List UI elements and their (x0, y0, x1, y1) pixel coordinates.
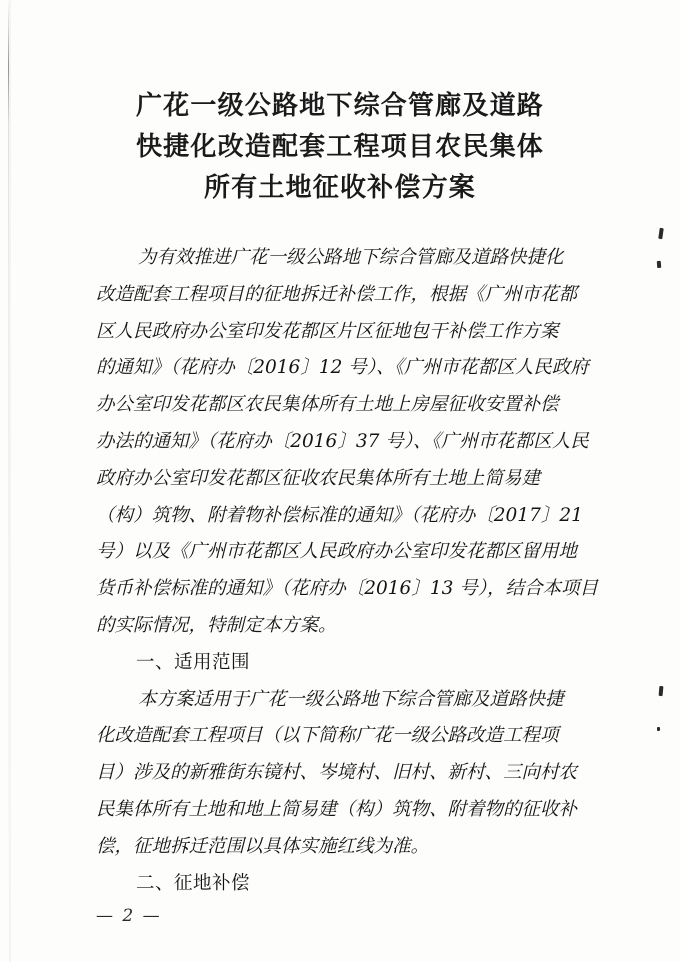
document-title-line-3: 所有土地征收补偿方案 (203, 173, 476, 203)
text-line: 民集体所有土地和地上简易建（构）筑物、附着物的征收补 (96, 798, 578, 820)
text-line: 为有效推进广花一级公路地下综合管廊及道路快捷化 (138, 247, 564, 268)
text-line: 货币补偿标准的通知》（花府办〔2016〕13 号），结合本项目 (96, 578, 599, 600)
scan-speck-artifact (657, 261, 661, 268)
page-number-footer: — 2 — (96, 906, 162, 926)
text-line: 区人民政府办公室印发花都区片区征地包干补偿工作方案 (96, 320, 559, 342)
text-line: 办法的通知》（花府办〔2016〕37 号）、《广州市花都区人民 (96, 430, 589, 452)
text-line: 偿，征地拆迁范围以具体实施红线为准。 (96, 835, 430, 857)
document-title (0, 86, 680, 209)
document-title-line-1: 广花一级公路地下综合管廊及道路 (135, 91, 544, 121)
text-line: 办公室印发花都区农民集体所有土地上房屋征收安置补偿 (96, 394, 559, 416)
document-body (96, 240, 599, 902)
document-title-line-2: 快捷化改造配套工程项目农民集体 (135, 132, 544, 162)
scan-speck-artifact (658, 228, 663, 239)
text-line: 化改造配套工程项目（以下简称广花一级公路改造工程项 (96, 725, 559, 747)
scan-speck-artifact (659, 686, 663, 696)
text-line: 目）涉及的新雅街东镜村、岑境村、旧村、新村、三向村农 (96, 762, 578, 784)
paragraph-section-1-body (96, 682, 584, 866)
text-line: 的通知》（花府办〔2016〕12 号）、《广州市花都区人民政府 (96, 357, 589, 379)
text-line: （构）筑物、附着物补偿标准的通知》（花府办〔2017〕21 (96, 504, 583, 526)
text-line: 政府办公室印发花都区征收农民集体所有土地上简易建 (96, 467, 541, 489)
section-heading-1: 一、适用范围 (136, 651, 251, 673)
text-line: 改造配套工程项目的征地拆迁补偿工作，根据《广州市花都 (96, 283, 578, 305)
section-heading-2: 二、征地补偿 (136, 872, 251, 894)
scan-speck-artifact (657, 727, 660, 731)
text-line: 号）以及《广州市花都区人民政府办公室印发花都区留用地 (96, 541, 578, 563)
paragraph-preamble (96, 240, 599, 645)
text-line: 的实际情况，特制定本方案。 (96, 614, 337, 636)
text-line: 本方案适用于广花一级公路地下综合管廊及道路快捷 (138, 688, 564, 710)
